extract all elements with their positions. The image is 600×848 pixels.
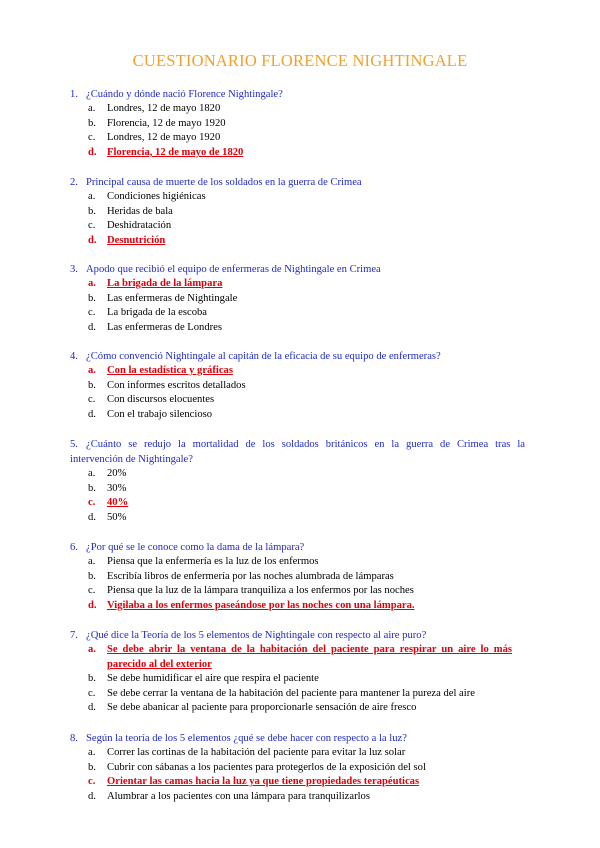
options-6	[88, 555, 528, 613]
question-number: 7.	[70, 630, 78, 641]
option-6c: c. Piensa que la luz de la lámpara tranquiliza a los enfermos por las noches	[88, 585, 414, 597]
option-4b: b. Con informes escritos detallados	[88, 379, 246, 391]
question-number: 5.	[70, 439, 78, 450]
option-7c: c. Se debe cerrar la ventana de la habitación del paciente para mantener la pureza del aire	[88, 687, 475, 699]
option-7a-correct: a. Se debe abrir la ventana de la habitación del paciente para respirar un aire lo más parecido al del exterior	[88, 644, 512, 670]
option-3d: d. Las enfermeras de Londres	[88, 321, 223, 333]
question-2	[70, 175, 525, 190]
question-8	[70, 731, 525, 746]
options-1	[88, 102, 528, 160]
question-text: ¿Qué dice la Teoría de los 5 elementos de Nightingale con respecto al aire puro?	[86, 630, 427, 641]
options-2	[88, 190, 528, 248]
option-5d: d. 50%	[88, 511, 127, 523]
question-text-line1: ¿Cuánto se redujo la mortalidad de los soldados británicos en la guerra de Crimea tras la	[86, 439, 525, 450]
question-number: 3.	[70, 264, 78, 275]
option-4d: d. Con el trabajo silencioso	[88, 408, 213, 420]
question-7	[70, 628, 525, 643]
question-text-line2: intervención de Nightingale?	[70, 454, 193, 465]
option-5c-correct: c. 40%	[88, 497, 129, 509]
question-text: ¿Cómo convenció Nightingale al capitán de la eficacia de su equipo de enfermeras?	[86, 351, 441, 362]
option-8a: a. Correr las cortinas de la habitación del paciente para evitar la luz solar	[88, 747, 406, 758]
question-text: Según la teoría de los 5 elementos ¿qué se debe hacer con respecto a la luz?	[86, 733, 407, 744]
option-8d: d. Alumbrar a los pacientes con una lámpara para tranquilizarlos	[88, 790, 370, 802]
option-2d-correct: d. Desnutrición	[88, 234, 166, 246]
question-number: 4.	[70, 351, 78, 362]
option-5a: a. 20%	[88, 468, 127, 479]
question-4	[70, 349, 525, 364]
question-text: ¿Cuándo y dónde nació Florence Nightingale?	[86, 89, 283, 100]
option-8c-correct: c. Orientar las camas hacia la luz ya que tiene propiedades terapéuticas	[88, 776, 420, 788]
option-2c: c. Deshidratación	[88, 220, 172, 232]
question-text: ¿Por qué se le conoce como la dama de la lámpara?	[86, 542, 305, 553]
option-7b: b. Se debe humidificar el aire que respira el paciente	[88, 673, 319, 685]
option-3b: b. Las enfermeras de Nightingale	[88, 292, 238, 304]
options-3	[88, 277, 528, 335]
question-1	[70, 87, 525, 102]
question-6	[70, 540, 525, 555]
option-5b: b. 30%	[88, 482, 127, 494]
question-text: Apodo que recibió el equipo de enfermeras de Nightingale en Crimea	[86, 264, 381, 275]
option-6d-correct: d. Vigilaba a los enfermos paseándose por las noches con una lámpara.	[88, 599, 415, 611]
options-5	[88, 467, 528, 525]
option-1b: b. Florencia, 12 de mayo 1920	[88, 117, 226, 129]
question-number: 6.	[70, 542, 78, 553]
options-7	[88, 643, 528, 716]
option-1c: c. Londres, 12 de mayo 1920	[88, 132, 221, 144]
option-2a: a. Condiciones higiénicas	[88, 191, 206, 202]
question-number: 2.	[70, 177, 78, 188]
option-4c: c. Con discursos elocuentes	[88, 394, 215, 406]
option-2b: b. Heridas de bala	[88, 205, 173, 217]
question-3	[70, 262, 525, 277]
option-1d-correct: d. Florencia, 12 de mayo de 1820	[88, 146, 244, 158]
question-5	[70, 437, 525, 467]
page-title: CUESTIONARIO FLORENCE NIGHTINGALE	[132, 51, 468, 70]
option-7d: d. Se debe abanicar al paciente para proporcionarle sensación de aire fresco	[88, 702, 417, 714]
option-3c: c. La brigada de la escoba	[88, 307, 207, 319]
option-6a: a. Piensa que la enfermería es la luz de los enfermos	[88, 556, 319, 567]
option-3a-correct: a. La brigada de la lámpara	[88, 278, 223, 289]
question-text: Principal causa de muerte de los soldados en la guerra de Crimea	[86, 177, 362, 188]
options-8	[88, 746, 528, 804]
options-4	[88, 364, 528, 422]
option-1a: a. Londres, 12 de mayo 1820	[88, 103, 221, 114]
question-number: 8.	[70, 733, 78, 744]
option-8b: b. Cubrir con sábanas a los pacientes para protegerlos de la exposición del sol	[88, 761, 426, 773]
option-6b: b. Escribía libros de enfermería por las noches alumbrada de lámparas	[88, 570, 394, 582]
option-4a-correct: a. Con la estadística y gráficas	[88, 365, 233, 376]
question-number: 1.	[70, 89, 78, 100]
